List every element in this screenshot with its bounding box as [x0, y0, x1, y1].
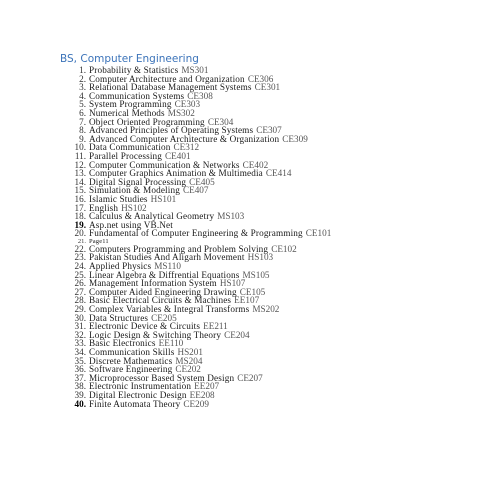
- course-number: 25.: [74, 269, 86, 280]
- course-number: 11.: [74, 150, 86, 161]
- course-title: Advanced Principles of Operating Systems: [89, 125, 254, 136]
- course-code: EE208: [189, 389, 215, 400]
- course-number: 7.: [79, 116, 86, 127]
- course-title: Computer Architecture and Organization: [89, 73, 245, 84]
- course-number: 22.: [74, 243, 86, 254]
- course-code: EE107: [234, 295, 260, 306]
- course-number: 28.: [74, 295, 86, 306]
- course-code: CE204: [224, 329, 250, 340]
- course-title: Basic Electronics: [89, 338, 156, 349]
- course-code: CE307: [256, 125, 282, 136]
- course-title: Basic Electrical Circuits & Machines: [89, 295, 232, 306]
- course-code: CE312: [173, 142, 200, 153]
- course-code: EE110: [158, 338, 184, 349]
- course-title: Fundamental of Computer Engineering & Programming: [89, 228, 303, 239]
- course-code: CE306: [247, 73, 274, 84]
- course-code: CE301: [254, 82, 281, 93]
- course-code: HS201: [177, 347, 203, 357]
- course-item: [54, 400, 484, 409]
- course-number: 40.: [74, 398, 86, 409]
- course-code: CE101: [305, 228, 332, 239]
- course-number: 38.: [74, 381, 86, 392]
- course-code: MS302: [167, 107, 195, 118]
- course-number: 24.: [74, 261, 86, 272]
- course-code: CE209: [183, 398, 209, 409]
- course-title: Management Information System: [89, 278, 217, 289]
- course-number: 35.: [74, 355, 86, 366]
- course-number: 37.: [74, 372, 86, 383]
- course-title: Numerical Methods: [89, 107, 165, 118]
- course-title: Computer Aided Engineering Drawing: [89, 286, 237, 297]
- course-number: 16.: [74, 193, 86, 204]
- course-number: 1.: [79, 65, 86, 75]
- course-item: [54, 229, 484, 238]
- course-number: 39.: [74, 389, 86, 400]
- course-code: CE303: [174, 99, 201, 110]
- course-title: Asp.net using VB.Net: [89, 219, 173, 230]
- course-title: Relational Database Management Systems: [89, 82, 252, 93]
- course-code: CE207: [237, 372, 263, 383]
- course-number: 30.: [74, 312, 86, 323]
- course-number: 10.: [74, 142, 86, 153]
- course-title: Communication Skills: [89, 347, 175, 357]
- course-title: Digital Signal Processing: [89, 176, 187, 187]
- course-code: CE105: [239, 286, 266, 297]
- course-item: [54, 195, 484, 204]
- course-code: HS102: [121, 202, 147, 213]
- course-code: MS103: [217, 211, 245, 222]
- course-code: CE405: [189, 176, 215, 187]
- course-number: 3.: [79, 82, 86, 93]
- course-title: Islamic Studies: [89, 193, 148, 204]
- course-code: CE102: [271, 243, 297, 254]
- course-number: 18.: [74, 211, 86, 222]
- course-title: Probability & Statistics: [89, 65, 179, 75]
- course-number: 13.: [74, 168, 86, 179]
- course-title: Computers Programming and Problem Solving: [89, 243, 269, 254]
- course-number: 31.: [74, 321, 86, 332]
- course-code: HS103: [247, 252, 274, 263]
- course-title: Digital Electronic Design: [89, 389, 187, 400]
- course-number: 33.: [74, 338, 86, 349]
- section-heading: BS, Computer Engineering: [60, 53, 199, 65]
- course-title: System Programming: [89, 99, 172, 110]
- course-code: MS204: [175, 355, 203, 366]
- course-list: [54, 66, 484, 408]
- course-code: CE202: [175, 364, 201, 375]
- course-number: 15.: [74, 185, 86, 196]
- course-title: Discrete Mathematics: [89, 355, 173, 366]
- course-title: Communication Systems: [89, 90, 185, 101]
- course-code: CE304: [207, 116, 234, 127]
- course-code: EE207: [194, 381, 220, 392]
- course-title: Page11: [89, 237, 109, 245]
- course-code: MS301: [181, 65, 209, 75]
- course-number: 32.: [74, 329, 86, 340]
- course-title: Advanced Computer Architecture & Organization: [89, 133, 280, 144]
- course-code: MS110: [154, 261, 181, 272]
- course-number: 27.: [74, 286, 86, 297]
- course-code: CE309: [282, 133, 308, 144]
- course-code: MS202: [252, 304, 280, 315]
- course-number: 14.: [74, 176, 86, 187]
- course-code: EE211: [203, 321, 228, 332]
- course-code: CE414: [265, 168, 292, 179]
- course-title: English: [89, 202, 119, 213]
- course-title: Linear Algebra & Diffrential Equations: [89, 269, 240, 280]
- course-number: 6.: [79, 107, 86, 118]
- course-number: 29.: [74, 304, 86, 315]
- course-code: HS101: [150, 193, 177, 204]
- course-title: Finite Automata Theory: [89, 398, 181, 409]
- course-code: CE402: [242, 159, 269, 170]
- course-title: Computer Communication & Networks: [89, 159, 240, 170]
- course-title: Data Structures: [89, 312, 149, 323]
- course-title: Object Oriented Programming: [89, 116, 205, 127]
- course-number: 21.: [77, 237, 86, 245]
- course-number: 19.: [74, 219, 86, 230]
- course-number: 8.: [79, 125, 86, 136]
- course-title: Parallel Processing: [89, 150, 163, 161]
- course-number: 4.: [79, 90, 86, 101]
- course-code: CE407: [182, 185, 209, 196]
- course-number: 26.: [74, 278, 86, 289]
- course-title: Microprocessor Based System Design: [89, 372, 235, 383]
- course-number: 2.: [79, 73, 86, 84]
- course-title: Calculus & Analytical Geometry: [89, 211, 215, 222]
- course-code: CE205: [151, 312, 177, 323]
- course-code: CE308: [187, 90, 213, 101]
- course-code: CE401: [165, 150, 191, 161]
- course-title: Electronic Instrumentation: [89, 381, 192, 392]
- course-title: Applied Physics: [89, 261, 152, 272]
- course-title: Logic Design & Switching Theory: [89, 329, 222, 340]
- course-title: Computer Graphics Animation & Multimedia: [89, 168, 263, 179]
- course-number: 23.: [74, 252, 86, 263]
- course-title: Simulation & Modeling: [89, 185, 180, 196]
- course-number: 20.: [74, 228, 86, 239]
- course-code: HS107: [219, 278, 246, 289]
- course-code: MS105: [242, 269, 270, 280]
- course-number: 36.: [74, 364, 86, 375]
- course-title: Data Communication: [89, 142, 171, 153]
- course-number: 5.: [79, 99, 86, 110]
- course-number: 17.: [74, 202, 86, 213]
- course-number: 34.: [74, 347, 86, 357]
- course-title: Complex Variables & Integral Transforms: [89, 304, 250, 315]
- course-title: Electronic Device & Circuits: [89, 321, 201, 332]
- course-number: 9.: [79, 133, 86, 144]
- course-number: 12.: [74, 159, 86, 170]
- course-title: Pakistan Studies And Aligarh Movement: [89, 252, 245, 263]
- course-title: Software Engineering: [89, 364, 173, 375]
